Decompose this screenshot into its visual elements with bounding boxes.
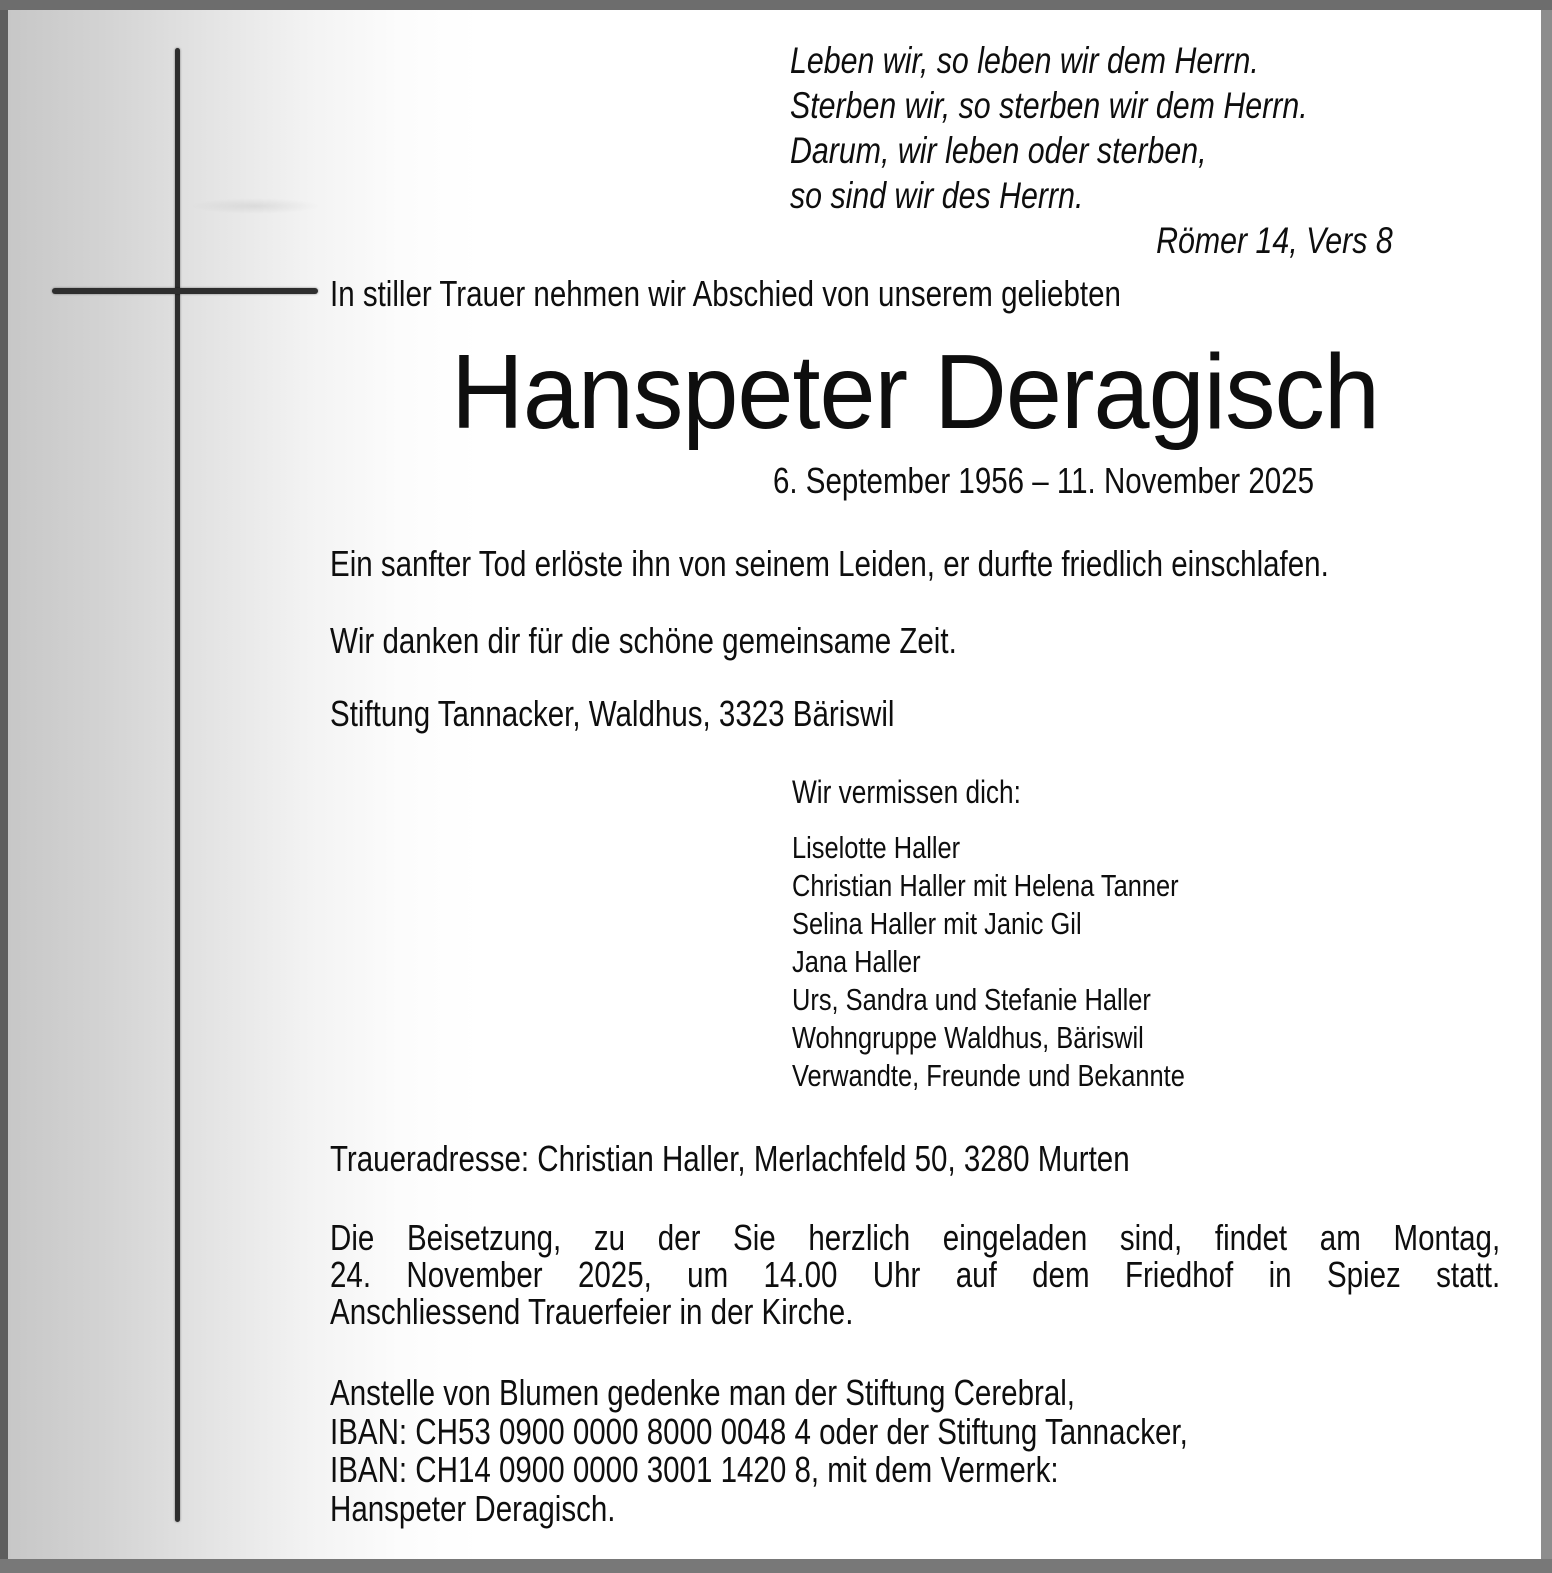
verse-line: Sterben wir, so sterben wir dem Herrn.: [790, 85, 1308, 126]
mourner-name: Liselotte Haller: [792, 830, 961, 865]
donation-line: IBAN: CH14 0900 0000 3001 1420 8, mit dem Vermerk:: [330, 1449, 1059, 1490]
mourning-address: Traueradresse: Christian Haller, Merlachfeld 50, 3280 Murten: [330, 1138, 1130, 1179]
donation-line: Hanspeter Deragisch.: [330, 1487, 616, 1529]
scan-frame-top: [0, 0, 1552, 10]
scan-frame-bottom: [0, 1559, 1552, 1573]
verse-line: Darum, wir leben oder sterben,: [790, 130, 1207, 171]
bible-verse: [790, 38, 1393, 263]
mourner-name: Christian Haller mit Helena Tanner: [792, 868, 1179, 903]
cross-horizontal-bar: [52, 288, 318, 294]
paragraph-stiftung: Stiftung Tannacker, Waldhus, 3323 Bäriswil: [330, 693, 895, 734]
verse-attribution: Römer 14, Vers 8: [1156, 220, 1393, 261]
paragraph-peaceful-death: Ein sanfter Tod erlöste ihn von seinem Leiden, er durfte friedlich einschlafen.: [330, 543, 1329, 584]
verse-line: so sind wir des Herrn.: [790, 175, 1084, 216]
verse-line: Leben wir, so leben wir dem Herrn.: [790, 40, 1259, 81]
funeral-line: Die Beisetzung, zu der Sie herzlich eingeladen sind, findet am Montag,: [330, 1217, 1501, 1258]
scan-frame-left: [0, 0, 8, 1573]
donation-line: IBAN: CH53 0900 0000 8000 0048 4 oder der Stiftung Tannacker,: [330, 1410, 1188, 1452]
scan-frame-right: [1541, 10, 1552, 1573]
funeral-details: [330, 1219, 1500, 1330]
cross-vertical-bar: [175, 48, 180, 1522]
donation-line: Anstelle von Blumen gedenke man der Stiftung Cerebral,: [330, 1372, 1075, 1413]
mourner-name: Wohngruppe Waldhus, Bäriswil: [792, 1020, 1144, 1055]
mourners-list: [792, 829, 1185, 1095]
life-dates: 6. September 1956 – 11. November 2025: [772, 460, 1314, 501]
funeral-line: 24. November 2025, um 14.00 Uhr auf dem Friedhof in Spiez statt.: [330, 1254, 1501, 1295]
mourner-name: Verwandte, Freunde und Bekannte: [792, 1058, 1185, 1093]
scan-smudge: [190, 198, 320, 214]
funeral-line: Anschliessend Trauerfeier in der Kirche.: [330, 1291, 854, 1332]
mourner-name: Urs, Sandra und Stefanie Haller: [792, 982, 1151, 1017]
deceased-name: Hanspeter Deragisch: [451, 333, 1379, 451]
donation-info: [330, 1374, 1500, 1528]
mourners-heading: Wir vermissen dich:: [792, 774, 1021, 810]
paragraph-thanks: Wir danken dir für die schöne gemeinsame Zeit.: [330, 620, 957, 661]
mourner-name: Jana Haller: [792, 944, 921, 979]
mourner-name: Selina Haller mit Janic Gil: [792, 906, 1082, 941]
intro-line: In stiller Trauer nehmen wir Abschied von unserem geliebten: [330, 273, 1121, 314]
